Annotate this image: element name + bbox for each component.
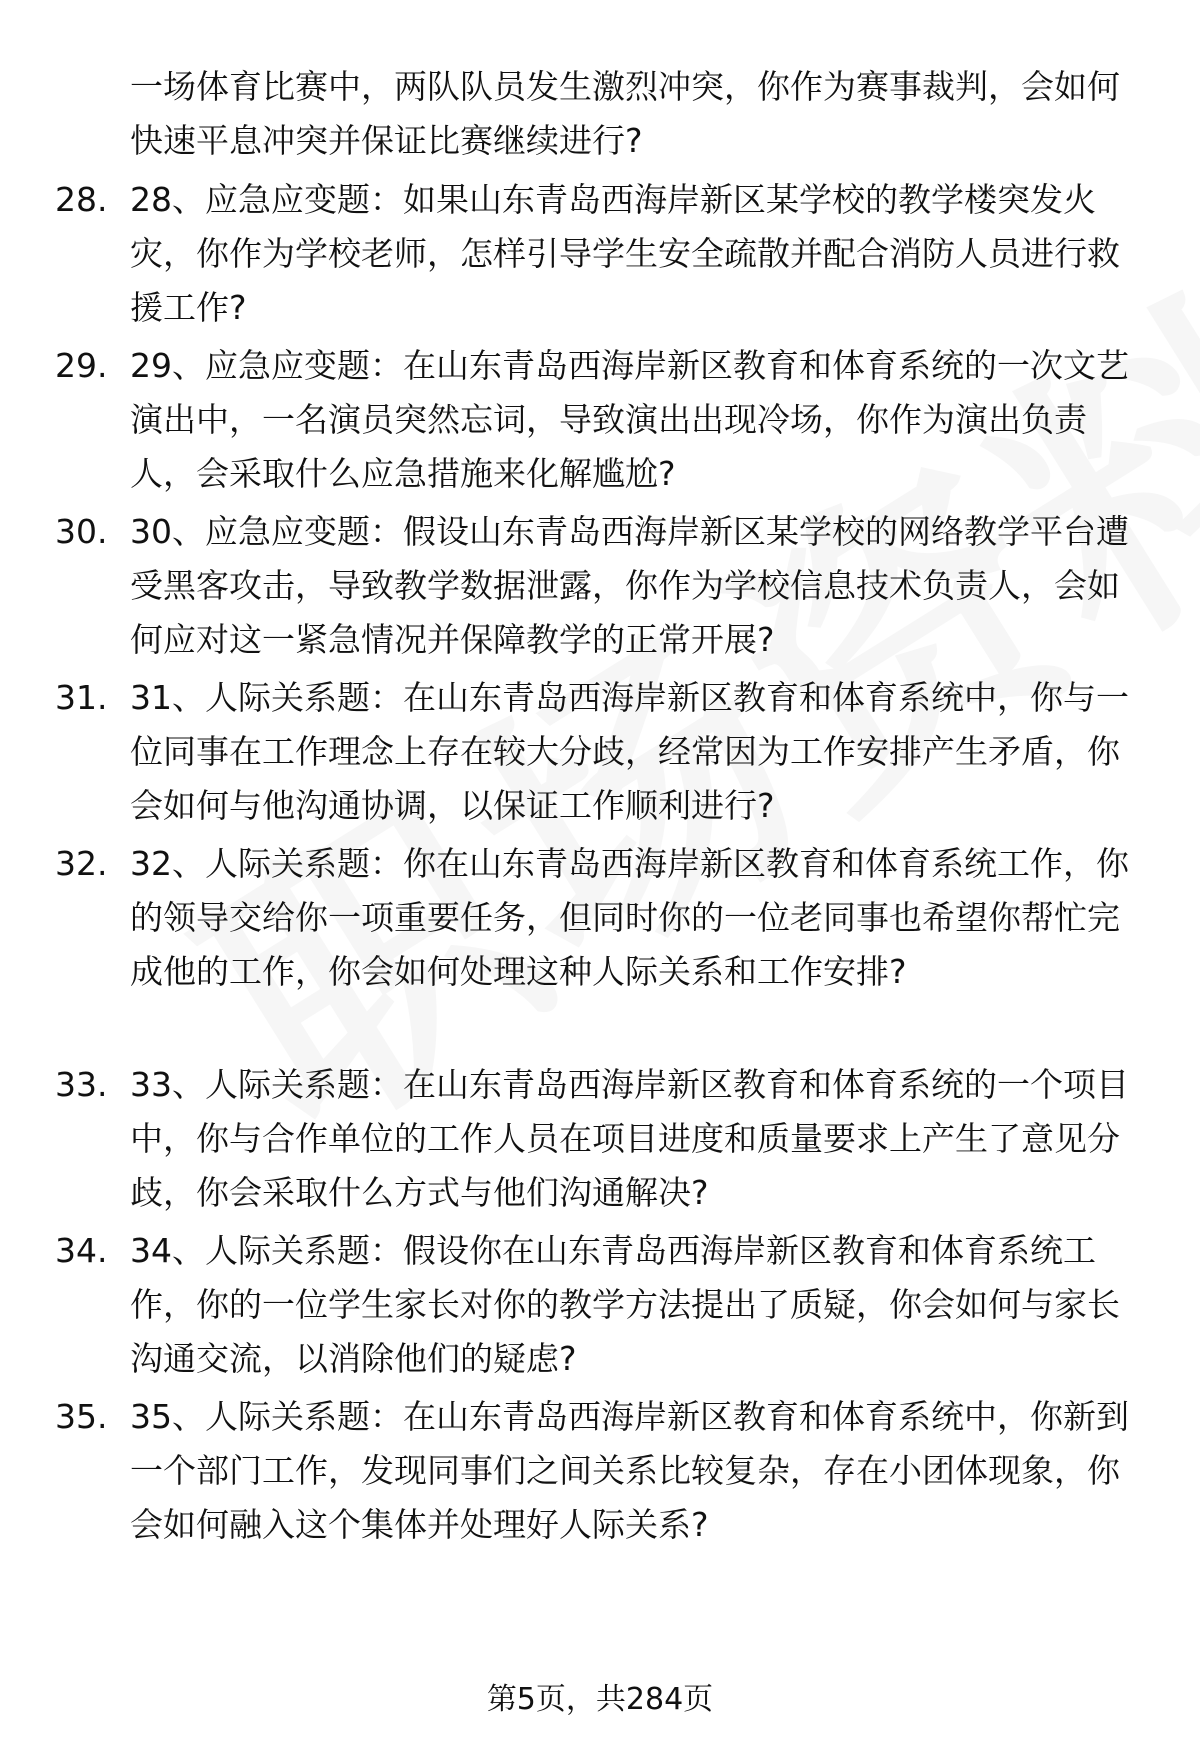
item-number: 32. [55, 844, 108, 883]
item-number: 34. [55, 1231, 108, 1270]
item-text: 35、人际关系题：在山东青岛西海岸新区教育和体育系统中，你新到一个部门工作，发现同事们之间关系比较复杂，存在小团体现象，你会如何融入这个集体并处理好人际关系? [130, 1397, 1129, 1544]
item-number: 29. [55, 346, 108, 385]
item-number: 31. [55, 678, 108, 717]
item-text: 29、应急应变题：在山东青岛西海岸新区教育和体育系统的一次文艺演出中，一名演员突然忘词，导致演出出现冷场，你作为演出负责人，会采取什么应急措施来化解尴尬? [130, 346, 1129, 493]
page-footer: 第5页，共284页 [486, 1682, 714, 1717]
item-text: 33、人际关系题：在山东青岛西海岸新区教育和体育系统的一个项目中，你与合作单位的工作人员在项目进度和质量要求上产生了意见分歧，你会采取什么方式与他们沟通解决? [130, 1065, 1129, 1212]
item-number: 33. [55, 1065, 108, 1104]
continuation-paragraph: 一场体育比赛中，两队队员发生激烈冲突，你作为赛事裁判，会如何快速平息冲突并保证比赛继续进行? [130, 67, 1120, 160]
item-text: 34、人际关系题：假设你在山东青岛西海岸新区教育和体育系统工作，你的一位学生家长对你的教学方法提出了质疑，你会如何与家长沟通交流，以消除他们的疑虑? [130, 1231, 1120, 1378]
item-number: 30. [55, 512, 108, 551]
item-text: 28、应急应变题：如果山东青岛西海岸新区某学校的教学楼突发火灾，你作为学校老师，怎样引导学生安全疏散并配合消防人员进行救援工作? [130, 180, 1120, 327]
item-text: 31、人际关系题：在山东青岛西海岸新区教育和体育系统中，你与一位同事在工作理念上存在较大分歧，经常因为工作安排产生矛盾，你会如何与他沟通协调，以保证工作顺利进行? [130, 678, 1129, 825]
item-number: 28. [55, 180, 108, 219]
item-text: 30、应急应变题：假设山东青岛西海岸新区某学校的网络教学平台遭受黑客攻击，导致教学数据泄露，你作为学校信息技术负责人，会如何应对这一紧急情况并保障教学的正常开展? [130, 512, 1129, 659]
item-text: 32、人际关系题：你在山东青岛西海岸新区教育和体育系统工作，你的领导交给你一项重要任务，但同时你的一位老同事也希望你帮忙完成他的工作，你会如何处理这种人际关系和工作安排? [130, 844, 1129, 991]
item-number: 35. [55, 1397, 108, 1436]
